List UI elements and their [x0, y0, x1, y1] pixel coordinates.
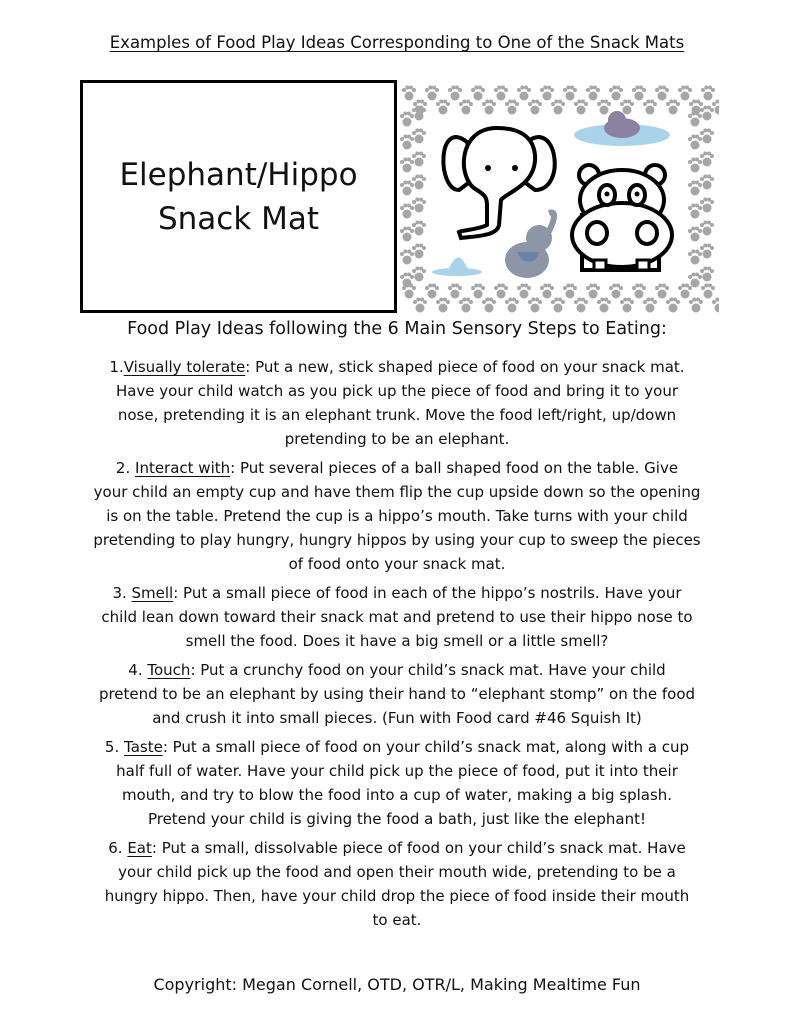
mat-name-line1: Elephant/Hippo — [119, 156, 358, 193]
idea-line: half full of water. Have your child pick up the piece of food, put it into their — [116, 762, 678, 780]
paw-print-icon — [413, 298, 427, 313]
sensory-step-label: Touch — [147, 661, 191, 679]
paw-print-icon — [551, 298, 565, 313]
paw-print-icon — [482, 100, 496, 115]
paw-print-icon — [471, 86, 485, 101]
idea-line — [72, 658, 722, 682]
idea-item — [72, 836, 722, 932]
paw-print-icon — [700, 244, 714, 259]
paw-print-icon — [400, 204, 414, 219]
idea-line: mouth, and try to blow the food into a cup of water, making a big splash. — [121, 786, 673, 804]
idea-item — [72, 735, 722, 831]
idea-item — [72, 581, 722, 653]
snack-mat-label-box — [80, 80, 397, 313]
paw-print-icon — [620, 298, 634, 313]
paw-print-icon — [666, 298, 680, 313]
idea-line: your child pick up the food and open their mouth wide, pretending to be a — [118, 863, 676, 881]
paw-print-icon — [700, 221, 714, 236]
paw-print-icon — [643, 298, 657, 313]
paw-print-icon — [412, 198, 426, 213]
idea-line: of food onto your snack mat. — [288, 555, 506, 573]
sensory-step-label: Smell — [131, 584, 174, 602]
idea-number: 6. — [108, 839, 128, 857]
paw-print-icon — [689, 298, 703, 313]
paw-print-icon — [517, 284, 531, 299]
sensory-step-label: Taste — [124, 738, 163, 756]
idea-line — [72, 456, 722, 480]
paw-print-icon — [412, 129, 426, 144]
paw-print-icon — [494, 284, 508, 299]
paw-print-icon — [459, 298, 473, 313]
paw-print-icon — [400, 227, 414, 242]
paw-print-icon — [436, 298, 450, 313]
paw-print-icon — [688, 158, 702, 173]
paw-print-icon — [540, 284, 554, 299]
idea-line: Have your child watch as you pick up the piece of food and bring it to your — [115, 382, 679, 400]
idea-text: : Put a small, dissolvable piece of food on your child’s snack mat. Have — [151, 839, 686, 857]
paw-print-border — [400, 86, 719, 313]
paw-print-icon — [688, 250, 702, 265]
paw-print-icon — [412, 267, 426, 282]
paw-print-icon — [400, 181, 414, 196]
sensory-step-label: Eat — [127, 839, 152, 857]
paw-print-icon — [412, 106, 426, 121]
paw-print-icon — [609, 86, 623, 101]
idea-line — [72, 355, 722, 379]
paw-print-icon — [678, 284, 692, 299]
paw-print-icon — [574, 100, 588, 115]
paw-print-icon — [448, 86, 462, 101]
paw-print-icon — [700, 129, 714, 144]
paw-print-icon — [400, 158, 414, 173]
swimming-hippo-icon — [574, 111, 670, 146]
paw-print-icon — [701, 86, 715, 101]
paw-print-icon — [563, 284, 577, 299]
idea-number: 4. — [128, 661, 148, 679]
paw-print-icon — [412, 244, 426, 259]
paw-print-icon — [400, 112, 414, 127]
idea-text: : Put a small piece of food in each of the hippo’s nostrils. Have your — [173, 584, 682, 602]
paw-print-icon — [701, 284, 715, 299]
paw-print-icon — [688, 273, 702, 288]
idea-line: your child an empty cup and have them flip the cup upside down so the opening — [93, 483, 701, 501]
idea-line — [72, 735, 722, 759]
paw-print-icon — [425, 284, 439, 299]
mat-name-line2: Snack Mat — [157, 200, 320, 237]
paw-print-icon — [678, 86, 692, 101]
paw-print-icon — [425, 86, 439, 101]
paw-print-icon — [597, 100, 611, 115]
paw-print-icon — [400, 135, 414, 150]
paw-print-icon — [563, 86, 577, 101]
paw-print-icon — [517, 86, 531, 101]
paw-print-icon — [655, 284, 669, 299]
idea-line: pretending to be an elephant. — [284, 430, 510, 448]
idea-item — [72, 456, 722, 576]
idea-line: and crush it into small pieces. (Fun with Food card #46 Squish It) — [152, 709, 642, 727]
paw-print-icon — [712, 298, 719, 313]
paw-print-icon — [505, 100, 519, 115]
idea-text: : Put a crunchy food on your child’s snack mat. Have your child — [190, 661, 666, 679]
paw-print-icon — [700, 106, 714, 121]
paw-print-icon — [597, 298, 611, 313]
idea-number: 3. — [112, 584, 132, 602]
paw-print-icon — [412, 175, 426, 190]
snack-mat-illustration — [397, 80, 719, 316]
paw-print-icon — [586, 86, 600, 101]
paw-print-icon — [505, 298, 519, 313]
paw-print-icon — [448, 284, 462, 299]
paw-print-icon — [700, 267, 714, 282]
sensory-step-label: Interact with — [135, 459, 231, 477]
paw-print-icon — [643, 100, 657, 115]
idea-line — [72, 836, 722, 860]
idea-line: nose, pretending it is an elephant trunk. Move the food left/right, up/down — [117, 406, 677, 424]
paw-print-icon — [436, 100, 450, 115]
idea-text: : Put several pieces of a ball shaped food on the table. Give — [230, 459, 679, 477]
idea-line: to eat. — [372, 911, 422, 929]
paw-print-icon — [586, 284, 600, 299]
paw-print-icon — [574, 298, 588, 313]
copyright-text: Copyright: Megan Cornell, OTD, OTR/L, Making Mealtime Fun — [153, 975, 641, 994]
paw-print-icon — [700, 152, 714, 167]
idea-line: pretend to be an elephant by using their hand to “elephant stomp” on the food — [98, 685, 696, 703]
idea-number: 1. — [109, 358, 124, 376]
idea-line: Pretend your child is giving the food a bath, just like the elephant! — [147, 810, 647, 828]
paw-print-icon — [540, 86, 554, 101]
idea-line: is on the table. Pretend the cup is a hippo’s mouth. Take turns with your child — [106, 507, 688, 525]
idea-number: 2. — [115, 459, 136, 477]
paw-print-icon — [688, 227, 702, 242]
paw-print-icon — [688, 181, 702, 196]
paw-print-icon — [494, 86, 508, 101]
paw-print-icon — [402, 86, 416, 101]
paw-print-icon — [412, 152, 426, 167]
idea-number: 5. — [104, 738, 125, 756]
elephant-outline-icon — [443, 128, 554, 238]
paw-print-icon — [688, 135, 702, 150]
paw-print-icon — [655, 86, 669, 101]
paw-print-icon — [632, 284, 646, 299]
idea-line: child lean down toward their snack mat and pretend to use their hippo nose to — [101, 608, 693, 626]
idea-line: smell the food. Does it have a big smell or a little smell? — [185, 632, 609, 650]
paw-print-icon — [400, 250, 414, 265]
paw-print-icon — [551, 100, 565, 115]
paw-print-icon — [609, 284, 623, 299]
idea-item — [72, 355, 722, 451]
paw-print-icon — [700, 198, 714, 213]
section-heading: Food Play Ideas following the 6 Main Sensory Steps to Eating: — [127, 319, 667, 339]
paw-print-icon — [666, 100, 680, 115]
idea-item — [72, 658, 722, 730]
idea-text: : Put a new, stick shaped piece of food on your snack mat. — [245, 358, 685, 376]
paw-print-icon — [700, 175, 714, 190]
paw-print-icon — [459, 100, 473, 115]
paw-print-icon — [620, 100, 634, 115]
paw-print-icon — [528, 100, 542, 115]
paw-print-icon — [688, 204, 702, 219]
paw-print-icon — [688, 112, 702, 127]
hippo-outline-icon — [572, 165, 672, 270]
paw-print-icon — [632, 86, 646, 101]
page-title: Examples of Food Play Ideas Corresponding to One of the Snack Mats — [109, 33, 685, 52]
paw-print-icon — [471, 284, 485, 299]
paw-print-icon — [412, 221, 426, 236]
paw-print-icon — [712, 100, 719, 115]
paw-print-icon — [528, 298, 542, 313]
idea-text: : Put a small piece of food on your child’s snack mat, along with a cup — [162, 738, 690, 756]
sensory-step-label: Visually tolerate — [123, 358, 246, 376]
idea-line: pretending to play hungry, hungry hippos by using your cup to sweep the pieces — [93, 531, 701, 549]
idea-line: hungry hippo. Then, have your child drop the piece of food inside their mouth — [104, 887, 690, 905]
food-play-ideas-list — [72, 355, 722, 937]
idea-line — [72, 581, 722, 605]
paw-print-icon — [482, 298, 496, 313]
